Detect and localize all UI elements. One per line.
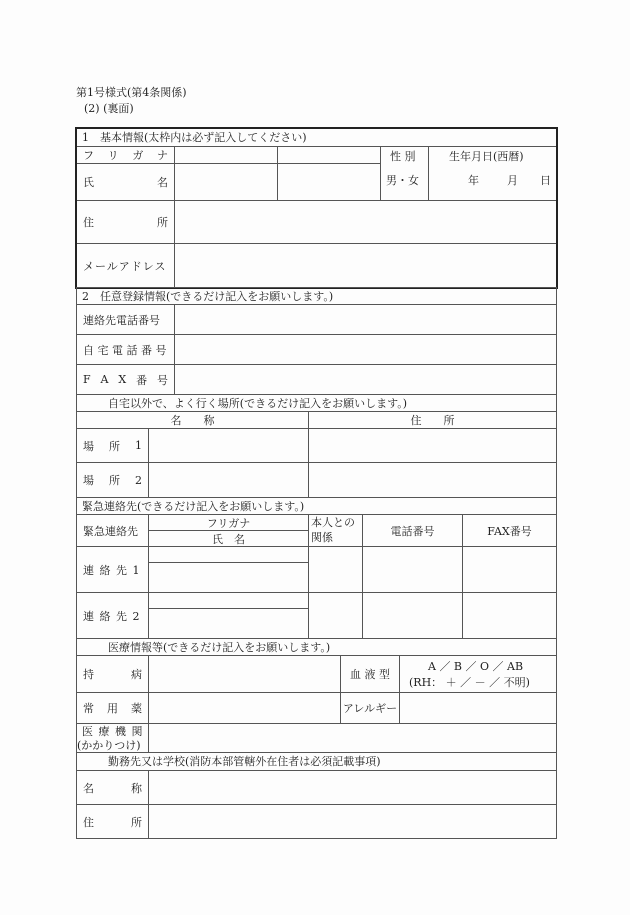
work-header: 勤務先又は学校(消防本部管轄外在住者は必須記載事項) <box>108 755 381 768</box>
place-label-char: 所 <box>109 474 120 487</box>
relation-line2: 関係 <box>311 531 333 544</box>
emergency-col-furigana <box>148 514 309 531</box>
furigana-char: ナ <box>156 149 168 162</box>
emergency-col-phone-text: 電話番号 <box>390 524 435 538</box>
dob-label: 生年月日(西暦) <box>449 150 524 163</box>
rh-options[interactable]: (RH： ＋ ／ － ／ 不明) <box>409 676 530 689</box>
contact1-label-text: 連 絡 先 1 <box>83 563 141 577</box>
furigana-family-input[interactable] <box>174 146 278 164</box>
furigana-char: フ <box>83 149 94 162</box>
institution-label-line2: (かかりつけ) <box>77 739 141 752</box>
medical-header: 医療情報等(できるだけ記入をお願いします。) <box>108 641 331 654</box>
furigana-char: ガ <box>132 149 144 162</box>
address-label-char: 所 <box>157 216 168 229</box>
contact1-phone-input[interactable] <box>362 546 463 593</box>
fax-label-char: 号 <box>157 373 168 387</box>
fax-label-char: 番 <box>136 373 148 387</box>
address-label-char: 住 <box>83 216 94 229</box>
address-input[interactable] <box>174 200 557 244</box>
dob-year: 年 <box>468 174 479 187</box>
gender-label: 性 別 <box>390 150 416 163</box>
chronic-illness-input[interactable] <box>148 655 341 693</box>
work-name-input[interactable] <box>148 770 557 805</box>
allergy-label <box>340 692 400 724</box>
allergy-label-text: アレルギー <box>342 702 398 715</box>
furigana-label <box>76 146 175 164</box>
contact-phone-label-text: 連絡先電話番号 <box>83 313 160 327</box>
contact2-name-input[interactable] <box>148 608 309 639</box>
chronic-label <box>76 655 149 693</box>
contact2-furigana-input[interactable] <box>148 592 309 609</box>
place-label-char: 場 <box>83 439 94 453</box>
furigana-given-input[interactable] <box>277 146 381 164</box>
work-address-label-char: 所 <box>131 815 142 829</box>
blood-type-label-text: 血 液 型 <box>350 668 390 681</box>
contact2-phone-input[interactable] <box>362 592 463 639</box>
email-label <box>76 243 175 288</box>
contact2-fax-input[interactable] <box>462 592 557 639</box>
place1-address-input[interactable] <box>308 428 557 463</box>
places-col-name <box>76 411 309 429</box>
email-label-text: メールアドレス <box>83 259 167 273</box>
contact2-label-text: 連 絡 先 2 <box>83 609 141 623</box>
places-header: 自宅以外で、よく行く場所(できるだけ記入をお願いします。) <box>108 397 407 410</box>
place2-name-input[interactable] <box>148 462 309 498</box>
emergency-col-fax-text: FAX番号 <box>487 524 532 538</box>
email-input[interactable] <box>174 243 557 288</box>
contact1-name-input[interactable] <box>148 562 309 593</box>
dob-month: 月 <box>507 174 518 187</box>
contact2-relation-input[interactable] <box>308 592 363 639</box>
name-label-char: 名 <box>157 176 168 189</box>
dob-day: 日 <box>540 174 551 187</box>
place-label-char: 所 <box>109 439 120 453</box>
places-col-address-text: 住 所 <box>410 414 455 427</box>
fax-label-char: F <box>83 373 91 386</box>
fax-input[interactable] <box>174 364 557 395</box>
blood-type-label <box>340 655 400 693</box>
emergency-col-name-text: 氏 名 <box>212 532 245 546</box>
place-label-char: 1 <box>135 439 142 452</box>
place2-label <box>76 462 149 498</box>
medication-label-char: 用 <box>107 702 118 715</box>
contact1-furigana-input[interactable] <box>148 546 309 563</box>
form-subtitle: (2) (裏面) <box>84 102 134 115</box>
section2-header: 2 任意登録情報(できるだけ記入をお願いします。) <box>82 290 334 303</box>
given-name-input[interactable] <box>277 163 381 201</box>
emergency-col-label-text: 緊急連絡先 <box>83 524 138 538</box>
emergency-col-phone <box>362 514 463 547</box>
contact1-fax-input[interactable] <box>462 546 557 593</box>
home-phone-label-text: 自 宅 電 話 番 号 <box>83 343 167 357</box>
place-label-char: 2 <box>135 473 142 487</box>
form-title: 第1号様式(第4条関係) <box>76 86 187 99</box>
work-name-label <box>76 770 149 805</box>
section1-header: 1 基本情報(太枠内は必ず記入してください) <box>82 131 307 144</box>
medical-institution-input[interactable] <box>148 723 557 753</box>
medication-label <box>76 692 149 724</box>
emergency-col-furigana-text: フリガナ <box>206 516 251 530</box>
relation-line1: 本人との <box>311 516 355 529</box>
places-col-name-text: 名 称 <box>170 414 215 427</box>
work-address-label-char: 住 <box>83 815 94 829</box>
address-label <box>76 200 175 244</box>
fax-label-char: A <box>100 373 109 386</box>
chronic-label-char: 病 <box>131 668 142 681</box>
place1-label <box>76 428 149 463</box>
family-name-input[interactable] <box>174 163 278 201</box>
home-phone-input[interactable] <box>174 334 557 365</box>
work-address-input[interactable] <box>148 804 557 839</box>
institution-label-line1: 医 療 機 関 <box>82 725 144 738</box>
emergency-col-label <box>76 514 149 547</box>
medication-input[interactable] <box>148 692 341 724</box>
place2-address-input[interactable] <box>308 462 557 498</box>
fax-label <box>76 364 175 395</box>
allergy-input[interactable] <box>399 692 557 724</box>
place1-name-input[interactable] <box>148 428 309 463</box>
medication-label-char: 常 <box>83 702 94 715</box>
name-label-char: 氏 <box>83 176 94 189</box>
emergency-header: 緊急連絡先(できるだけ記入をお願いします。) <box>82 500 305 513</box>
chronic-label-char: 持 <box>83 668 94 681</box>
furigana-char: リ <box>107 149 119 162</box>
home-phone-label <box>76 334 175 365</box>
places-col-address <box>308 411 557 429</box>
gender-options[interactable]: 男・女 <box>386 174 419 187</box>
work-name-label-char: 称 <box>131 781 142 795</box>
fax-label-char: X <box>118 373 127 386</box>
emergency-col-fax <box>462 514 557 547</box>
blood-type-options[interactable]: A ／ B ／ O ／ AB <box>428 660 524 673</box>
medication-label-char: 薬 <box>131 702 142 715</box>
place-label-char: 場 <box>83 474 94 487</box>
contact1-label <box>76 546 149 593</box>
contact-phone-label <box>76 304 175 335</box>
contact2-label <box>76 592 149 639</box>
contact1-relation-input[interactable] <box>308 546 363 593</box>
work-address-label <box>76 804 149 839</box>
emergency-col-name <box>148 530 309 547</box>
work-name-label-char: 名 <box>83 781 94 795</box>
contact-phone-input[interactable] <box>174 304 557 335</box>
name-label <box>76 163 175 201</box>
